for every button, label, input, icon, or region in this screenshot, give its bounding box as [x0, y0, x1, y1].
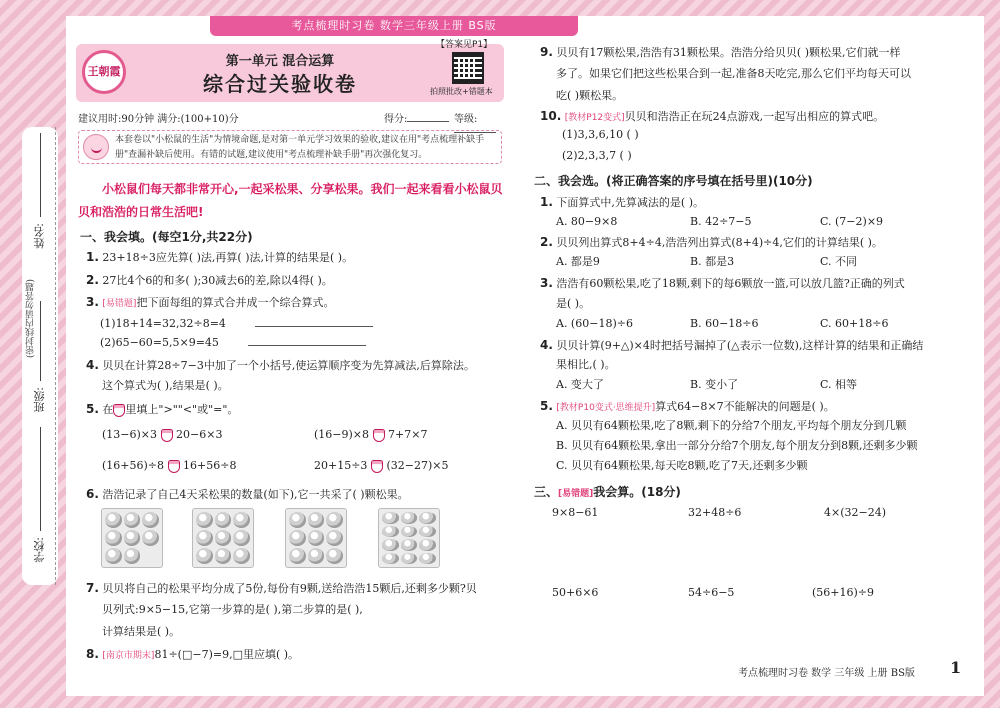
choice-q2-b[interactable]: B. 都是3 [690, 255, 735, 268]
choice-q3: 3. 浩浩有60颗松果,吃了18颗,剩下的每6颗放一篮,可以放几篮?正确的列式 [540, 276, 905, 290]
choice-q1-text: 下面算式中,先算减法的是( )。 [556, 196, 704, 209]
score-field[interactable] [407, 121, 449, 122]
question-3b-text: (2)65−60=5,5×9=45 [100, 336, 219, 349]
choice-q3-c[interactable]: C. 60+18÷6 [820, 317, 889, 330]
question-5-text: 在 [102, 403, 114, 416]
school-line [40, 427, 41, 531]
question-5: 5. 在 里填上">""<"或"="。 [86, 402, 239, 416]
compare-3-right: 16+56÷8 [183, 459, 237, 472]
calc-5: 54÷6−5 [688, 586, 735, 599]
pinecone-tray-1 [101, 508, 163, 568]
section3-number: 三、 [534, 485, 559, 499]
question-7-cont: 贝列式:9×5−15,它第一步算的是( ),第二步算的是( ), [102, 603, 363, 616]
acorn-blank-3[interactable] [168, 460, 180, 473]
choice-q3-a[interactable]: A. (60−18)÷6 [556, 317, 633, 330]
section3-heading [534, 484, 681, 502]
choice-q5-c[interactable]: C. 贝贝有64颗松果,每天吃8颗,吃了7天,还剩多少颗 [556, 459, 808, 472]
calc-4: 50+6×6 [552, 586, 599, 599]
answer-line-3b[interactable] [248, 336, 366, 346]
question-7-text: 贝贝将自己的松果平均分成了5份,每份有9颗,送给浩浩15颗后,还剩多少颗?贝 [102, 582, 477, 595]
question-10-tag: [教材P12变式] [564, 113, 625, 123]
compare-1 [102, 427, 222, 443]
question-3: 3. [易错题]把下面每组的算式合并成一个综合算式。 [86, 295, 335, 309]
story-intro: 小松鼠们每天都非常开心,一起采松果、分享松果。我们一起来看看小松鼠贝贝和浩浩的日常生活吧! [78, 182, 503, 219]
compare-3-left: (16+56)÷8 [102, 459, 165, 472]
question-8: 8. [南京市期末]81÷(□−7)=9,□里应填( )。 [86, 647, 300, 661]
compare-4-left: 20+15÷3 [314, 459, 368, 472]
question-1-text: 23+18÷3应先算( )法,再算( )法,计算的结果是( )。 [102, 251, 354, 264]
choice-q3-cont: 是( )。 [556, 297, 591, 310]
choice-q2-c[interactable]: C. 不同 [820, 255, 858, 268]
compare-1-left: (13−6)×3 [102, 428, 158, 441]
question-10b: (2)2,3,3,7 ( ) [562, 149, 632, 162]
compare-2-right: 7+7×7 [388, 428, 428, 441]
question-6-text: 浩浩记录了自己4天采松果的数量(如下),它一共采了( )颗松果。 [102, 488, 409, 501]
acorn-icon [113, 404, 125, 417]
pinecone-tray-3 [285, 508, 347, 568]
question-4-text: 贝贝在计算28÷7−3中加了一个小括号,使运算顺序变为先算减法,后算除法。 [102, 359, 475, 372]
page-number: 1 [950, 658, 962, 677]
compare-2 [314, 427, 427, 443]
section3-title: 我会算。(18分) [593, 485, 681, 499]
exam-meta [78, 110, 502, 125]
section3-tag: [易错题] [558, 489, 594, 499]
choice-q4-cont: 果相比,( )。 [556, 358, 616, 371]
score-label: 得分: [384, 114, 408, 125]
choice-q4-c[interactable]: C. 相等 [820, 378, 858, 391]
question-2-text: 27比4个6的和多( );30减去6的差,除以4得( )。 [102, 274, 333, 287]
calc-2: 32+48÷6 [688, 506, 742, 519]
question-1: 1. 23+18÷3应先算( )法,再算( )法,计算的结果是( )。 [86, 250, 354, 264]
section1-heading: 一、我会填。(每空1分,共22分) [80, 230, 253, 244]
seal-notice: (密封线内请勿答题) [26, 279, 36, 359]
question-3a-text: (1)18+14=32,32÷8=4 [100, 317, 226, 330]
choice-q1-b[interactable]: B. 42÷7−5 [690, 215, 752, 228]
question-5-text-b: 里填上">""<"或"="。 [125, 403, 239, 416]
page-footer: 考点梳理时习卷 数学 三年级 上册 BS版 [738, 668, 915, 679]
answer-line-3a[interactable] [255, 317, 373, 327]
question-8-tag: [南京市期末] [102, 651, 155, 661]
question-9: 9. 贝贝有17颗松果,浩浩有31颗松果。浩浩分给贝贝( )颗松果,它们就一样 [540, 45, 901, 59]
time-score-info: 建议用时:90分钟 满分:(100+10)分 [78, 114, 239, 125]
choice-q2-a[interactable]: A. 都是9 [556, 255, 600, 268]
compare-4-right: (32−27)×5 [386, 459, 449, 472]
question-7-cont2: 计算结果是( )。 [102, 625, 181, 638]
question-3a [100, 316, 373, 332]
question-3-text: 把下面每组的算式合并成一个综合算式。 [136, 296, 335, 309]
tip-box [78, 130, 502, 164]
choice-q5-a[interactable]: A. 贝贝有64颗松果,吃了8颗,剩下的分给7个朋友,平均每个朋友分到几颗 [556, 419, 907, 432]
school-label: 学校: [33, 537, 46, 563]
cut-line [55, 127, 56, 585]
question-4: 4. 贝贝在计算28÷7−3中加了一个小括号,使运算顺序变为先算减法,后算除法。 [86, 358, 475, 372]
choice-q2: 2. 贝贝列出算式8+4÷4,浩浩列出算式(8+4)÷4,它们的计算结果( )。 [540, 235, 883, 249]
question-3b [100, 335, 366, 351]
question-10-text: 贝贝和浩浩正在玩24点游戏,一起写出相应的算式吧。 [624, 110, 885, 123]
choice-q5-text: 算式64−8×7不能解决的问题是( )。 [655, 400, 835, 413]
top-strip: 考点梳理时习卷 数学三年级上册 BS版 [210, 16, 578, 36]
question-10a: (1)3,3,6,10 ( ) [562, 128, 639, 141]
choice-q5: 5. [教材P10变式·思维提升]算式64−8×7不能解决的问题是( )。 [540, 399, 835, 413]
choice-q4: 4. 贝贝计算(9+△)×4时把括号漏掉了(△表示一位数),这样计算的结果和正确结 [540, 338, 924, 352]
choice-q1-a[interactable]: A. 80−9×8 [556, 215, 618, 228]
pinecone-tray-4 [378, 508, 440, 568]
compare-1-right: 20−6×3 [176, 428, 223, 441]
question-6: 6. 浩浩记录了自己4天采松果的数量(如下),它一共采了( )颗松果。 [86, 487, 409, 501]
calc-3: 4×(32−24) [824, 506, 887, 519]
choice-q1: 1. 下面算式中,先算减法的是( )。 [540, 195, 704, 209]
unit-title: 第一单元 混合运算 [225, 54, 335, 69]
question-4-cont: 这个算式为( ),结果是( )。 [102, 379, 229, 392]
tip-text: 本套卷以"小松鼠的生活"为情境命题,是对第一单元学习效果的验收,建议在用"考点梳理补缺手册"查漏补缺后使用。有错的试题,建议使用"考点梳理补缺手册"再次强化复习。 [115, 135, 485, 160]
name-line [40, 133, 41, 217]
binding-margin [22, 127, 58, 585]
choice-q3-b[interactable]: B. 60−18÷6 [690, 317, 759, 330]
answer-reference: 【答案见P1】 [436, 40, 493, 50]
choice-q3-text: 浩浩有60颗松果,吃了18颗,剩下的每6颗放一篮,可以放几篮?正确的列式 [556, 277, 905, 290]
name-label: 姓名: [33, 223, 46, 249]
acorn-blank-4[interactable] [371, 460, 383, 473]
page-title: 综合过关验收卷 [203, 72, 357, 96]
compare-2-left: (16−9)×8 [314, 428, 370, 441]
qr-code-icon[interactable] [452, 52, 484, 84]
question-7: 7. 贝贝将自己的松果平均分成了5份,每份有9颗,送给浩浩15颗后,还剩多少颗?贝 [86, 581, 477, 595]
choice-q4-a[interactable]: A. 变大了 [556, 378, 604, 391]
qr-caption: 拍照批改+错题本 [430, 87, 493, 96]
choice-q1-c[interactable]: C. (7−2)×9 [820, 215, 884, 228]
question-2: 2. 27比4个6的和多( );30减去6的差,除以4得( )。 [86, 273, 333, 287]
question-10: 10. [教材P12变式]贝贝和浩浩正在玩24点游戏,一起写出相应的算式吧。 [540, 109, 885, 123]
question-9-cont: 多了。如果它们把这些松果合到一起,准备8天吃完,那么它们平均每天可以 [556, 67, 911, 80]
choice-q2-text: 贝贝列出算式8+4÷4,浩浩列出算式(8+4)÷4,它们的计算结果( )。 [556, 236, 883, 249]
class-line [40, 301, 41, 381]
question-3-tag: [易错题] [102, 299, 137, 309]
compare-3 [102, 458, 236, 474]
acorn-blank-1[interactable] [161, 429, 173, 442]
calc-1: 9×8−61 [552, 506, 599, 519]
acorn-blank-2[interactable] [373, 429, 385, 442]
girl-avatar-icon [83, 134, 109, 160]
question-8-text: 81÷(□−7)=9,□里应填( )。 [154, 648, 300, 661]
level-label: 等级: [454, 114, 478, 125]
choice-q4-text: 贝贝计算(9+△)×4时把括号漏掉了(△表示一位数),这样计算的结果和正确结 [556, 339, 924, 352]
choice-q5-b[interactable]: B. 贝贝有64颗松果,拿出一部分分给7个朋友,每个朋友分到8颗,还剩多少颗 [556, 439, 918, 452]
compare-4 [314, 458, 448, 474]
choice-q5-tag: [教材P10变式·思维提升] [556, 403, 656, 413]
question-9-text: 贝贝有17颗松果,浩浩有31颗松果。浩浩分给贝贝( )颗松果,它们就一样 [556, 46, 901, 59]
section2-heading: 二、我会选。(将正确答案的序号填在括号里)(10分) [534, 174, 813, 188]
calc-6: (56+16)÷9 [812, 586, 875, 599]
question-9-cont2: 吃( )颗松果。 [556, 89, 624, 102]
pinecone-tray-2 [192, 508, 254, 568]
choice-q4-b[interactable]: B. 变小了 [690, 378, 739, 391]
class-label: 班级: [33, 387, 46, 413]
brand-logo: 王朝霞 [82, 50, 126, 94]
